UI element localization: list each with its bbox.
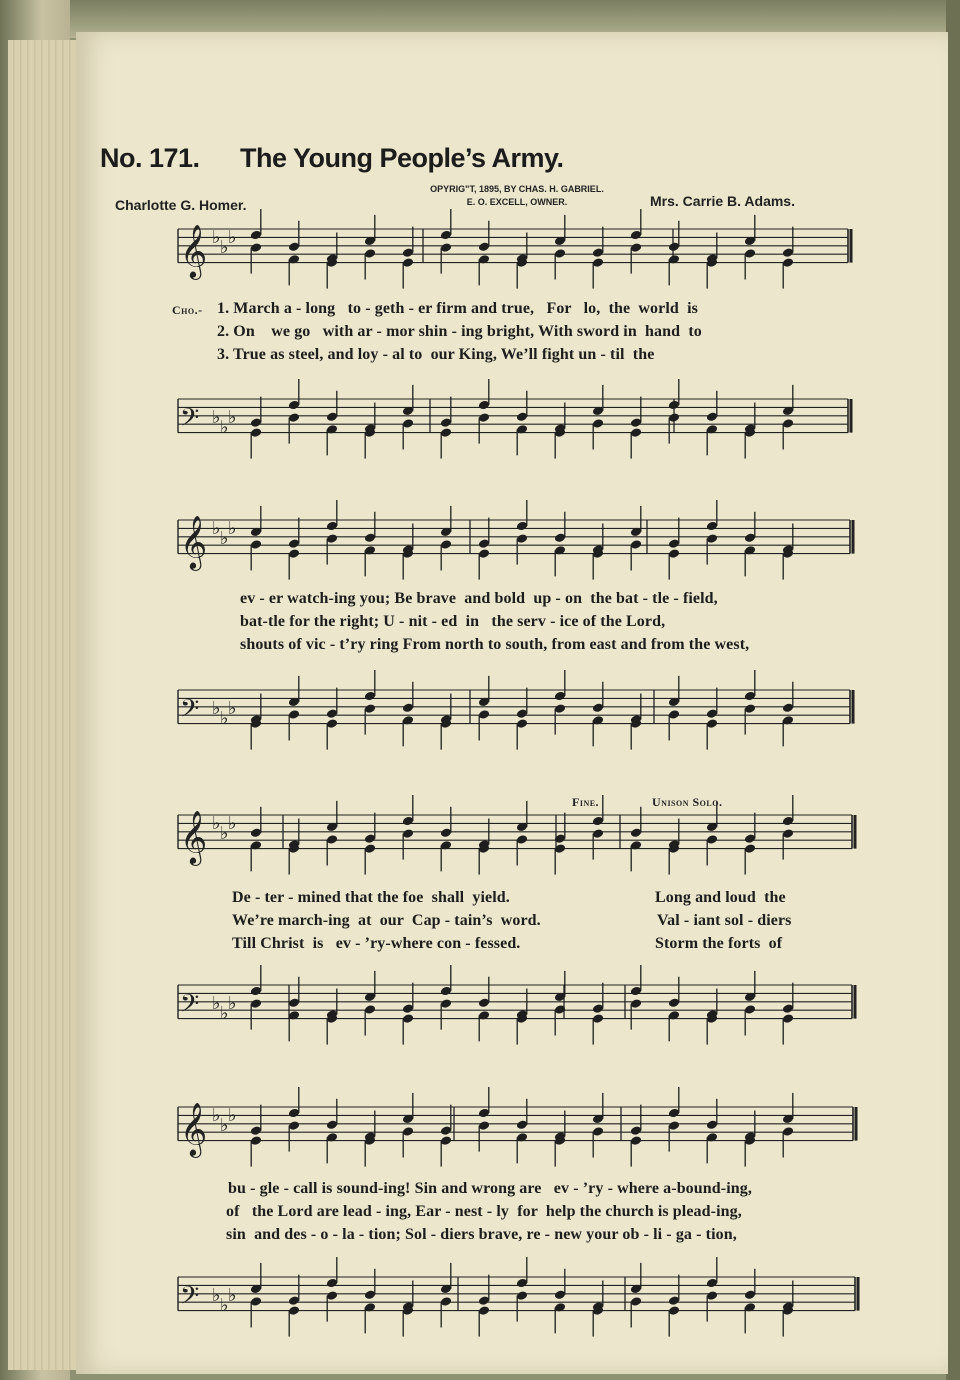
flat-icon: ♭ [228, 227, 237, 248]
treble-clef-icon: 𝄞 [180, 809, 208, 864]
lyric-line: De - ter - mined that the foe shall yield. [232, 889, 510, 906]
composer: Mrs. Carrie B. Adams. [650, 193, 795, 209]
lyric-line: bat-tle for the right; U - nit - ed in the serv - ice of the Lord, [240, 613, 666, 630]
flat-icon: ♭ [212, 698, 221, 719]
lyric-line: 1. March a - long to - geth - er firm and true, For lo, the world is [217, 300, 698, 317]
bass-clef-icon: 𝄢 [180, 694, 200, 730]
lyric-line: Till Christ is ev - ’ry-where con - fessed. [232, 935, 521, 952]
lyric-line: We’re march-ing at our Cap - tain’s word. [232, 912, 541, 929]
hymn-title: The Young People’s Army. [240, 143, 564, 173]
unison-solo-marking: Unison Solo. [652, 795, 723, 809]
flat-icon: ♭ [228, 993, 237, 1014]
flat-icon: ♭ [220, 708, 229, 729]
flat-icon: ♭ [212, 227, 221, 248]
copyright-line-2: E. O. EXCELL, OWNER. [466, 197, 568, 207]
treble-clef-icon: 𝄞 [180, 223, 208, 278]
lyric-line: 3. True as steel, and loy - al to our King, We’ll fight un - til the [217, 346, 655, 363]
flat-icon: ♭ [220, 1295, 229, 1316]
lyric-line: bu - gle - call is sound-ing! Sin and wrong are ev - ’ry - where a-bound-ing, [228, 1180, 752, 1197]
flat-icon: ♭ [228, 518, 237, 539]
flat-icon: ♭ [220, 823, 229, 844]
flat-icon: ♭ [220, 1115, 229, 1136]
bass-clef-icon: 𝄢 [180, 403, 200, 439]
flat-icon: ♭ [212, 813, 221, 834]
copyright-line-1: OPYRIG"T, 1895, BY CHAS. H. GABRIEL. [430, 184, 604, 194]
treble-clef-icon: 𝄞 [180, 1101, 208, 1156]
flat-icon: ♭ [212, 993, 221, 1014]
lyric-line: shouts of vic - t’ry ring From north to south, from east and from the west, [240, 636, 750, 653]
flat-icon: ♭ [220, 1003, 229, 1024]
bass-clef-icon: 𝄢 [180, 989, 200, 1025]
solo-lyric-line: Long and loud the [655, 889, 786, 906]
flat-icon: ♭ [228, 813, 237, 834]
lyric-line: ev - er watch-ing you; Be brave and bold up - on the bat - tle - field, [240, 590, 718, 607]
fine-marking: Fine. [572, 795, 600, 809]
flat-icon: ♭ [220, 417, 229, 438]
lyric-line: 2. On we go with ar - mor shin - ing bright, With sword in hand to [217, 323, 702, 340]
flat-icon: ♭ [212, 407, 221, 428]
flat-icon: ♭ [220, 237, 229, 258]
treble-clef-icon: 𝄞 [180, 514, 208, 569]
solo-lyric-line: Storm the forts of [655, 935, 783, 952]
flat-icon: ♭ [228, 407, 237, 428]
chorus-label: Cho.- [172, 303, 203, 317]
flat-icon: ♭ [212, 1285, 221, 1306]
bass-clef-icon: 𝄢 [180, 1281, 200, 1317]
flat-icon: ♭ [212, 518, 221, 539]
flat-icon: ♭ [228, 1105, 237, 1126]
flat-icon: ♭ [228, 1285, 237, 1306]
lyric-line: of the Lord are lead - ing, Ear - nest - ly for help the church is plead-ing, [226, 1203, 742, 1220]
solo-lyric-line: Val - iant sol - diers [657, 912, 792, 929]
flat-icon: ♭ [228, 698, 237, 719]
lyric-line: sin and des - o - la - tion; Sol - diers brave, re - new your ob - li - ga - tion, [226, 1226, 737, 1243]
lyricist: Charlotte G. Homer. [115, 197, 247, 213]
flat-icon: ♭ [212, 1105, 221, 1126]
hymn-number: No. 171. [100, 143, 200, 173]
flat-icon: ♭ [220, 528, 229, 549]
